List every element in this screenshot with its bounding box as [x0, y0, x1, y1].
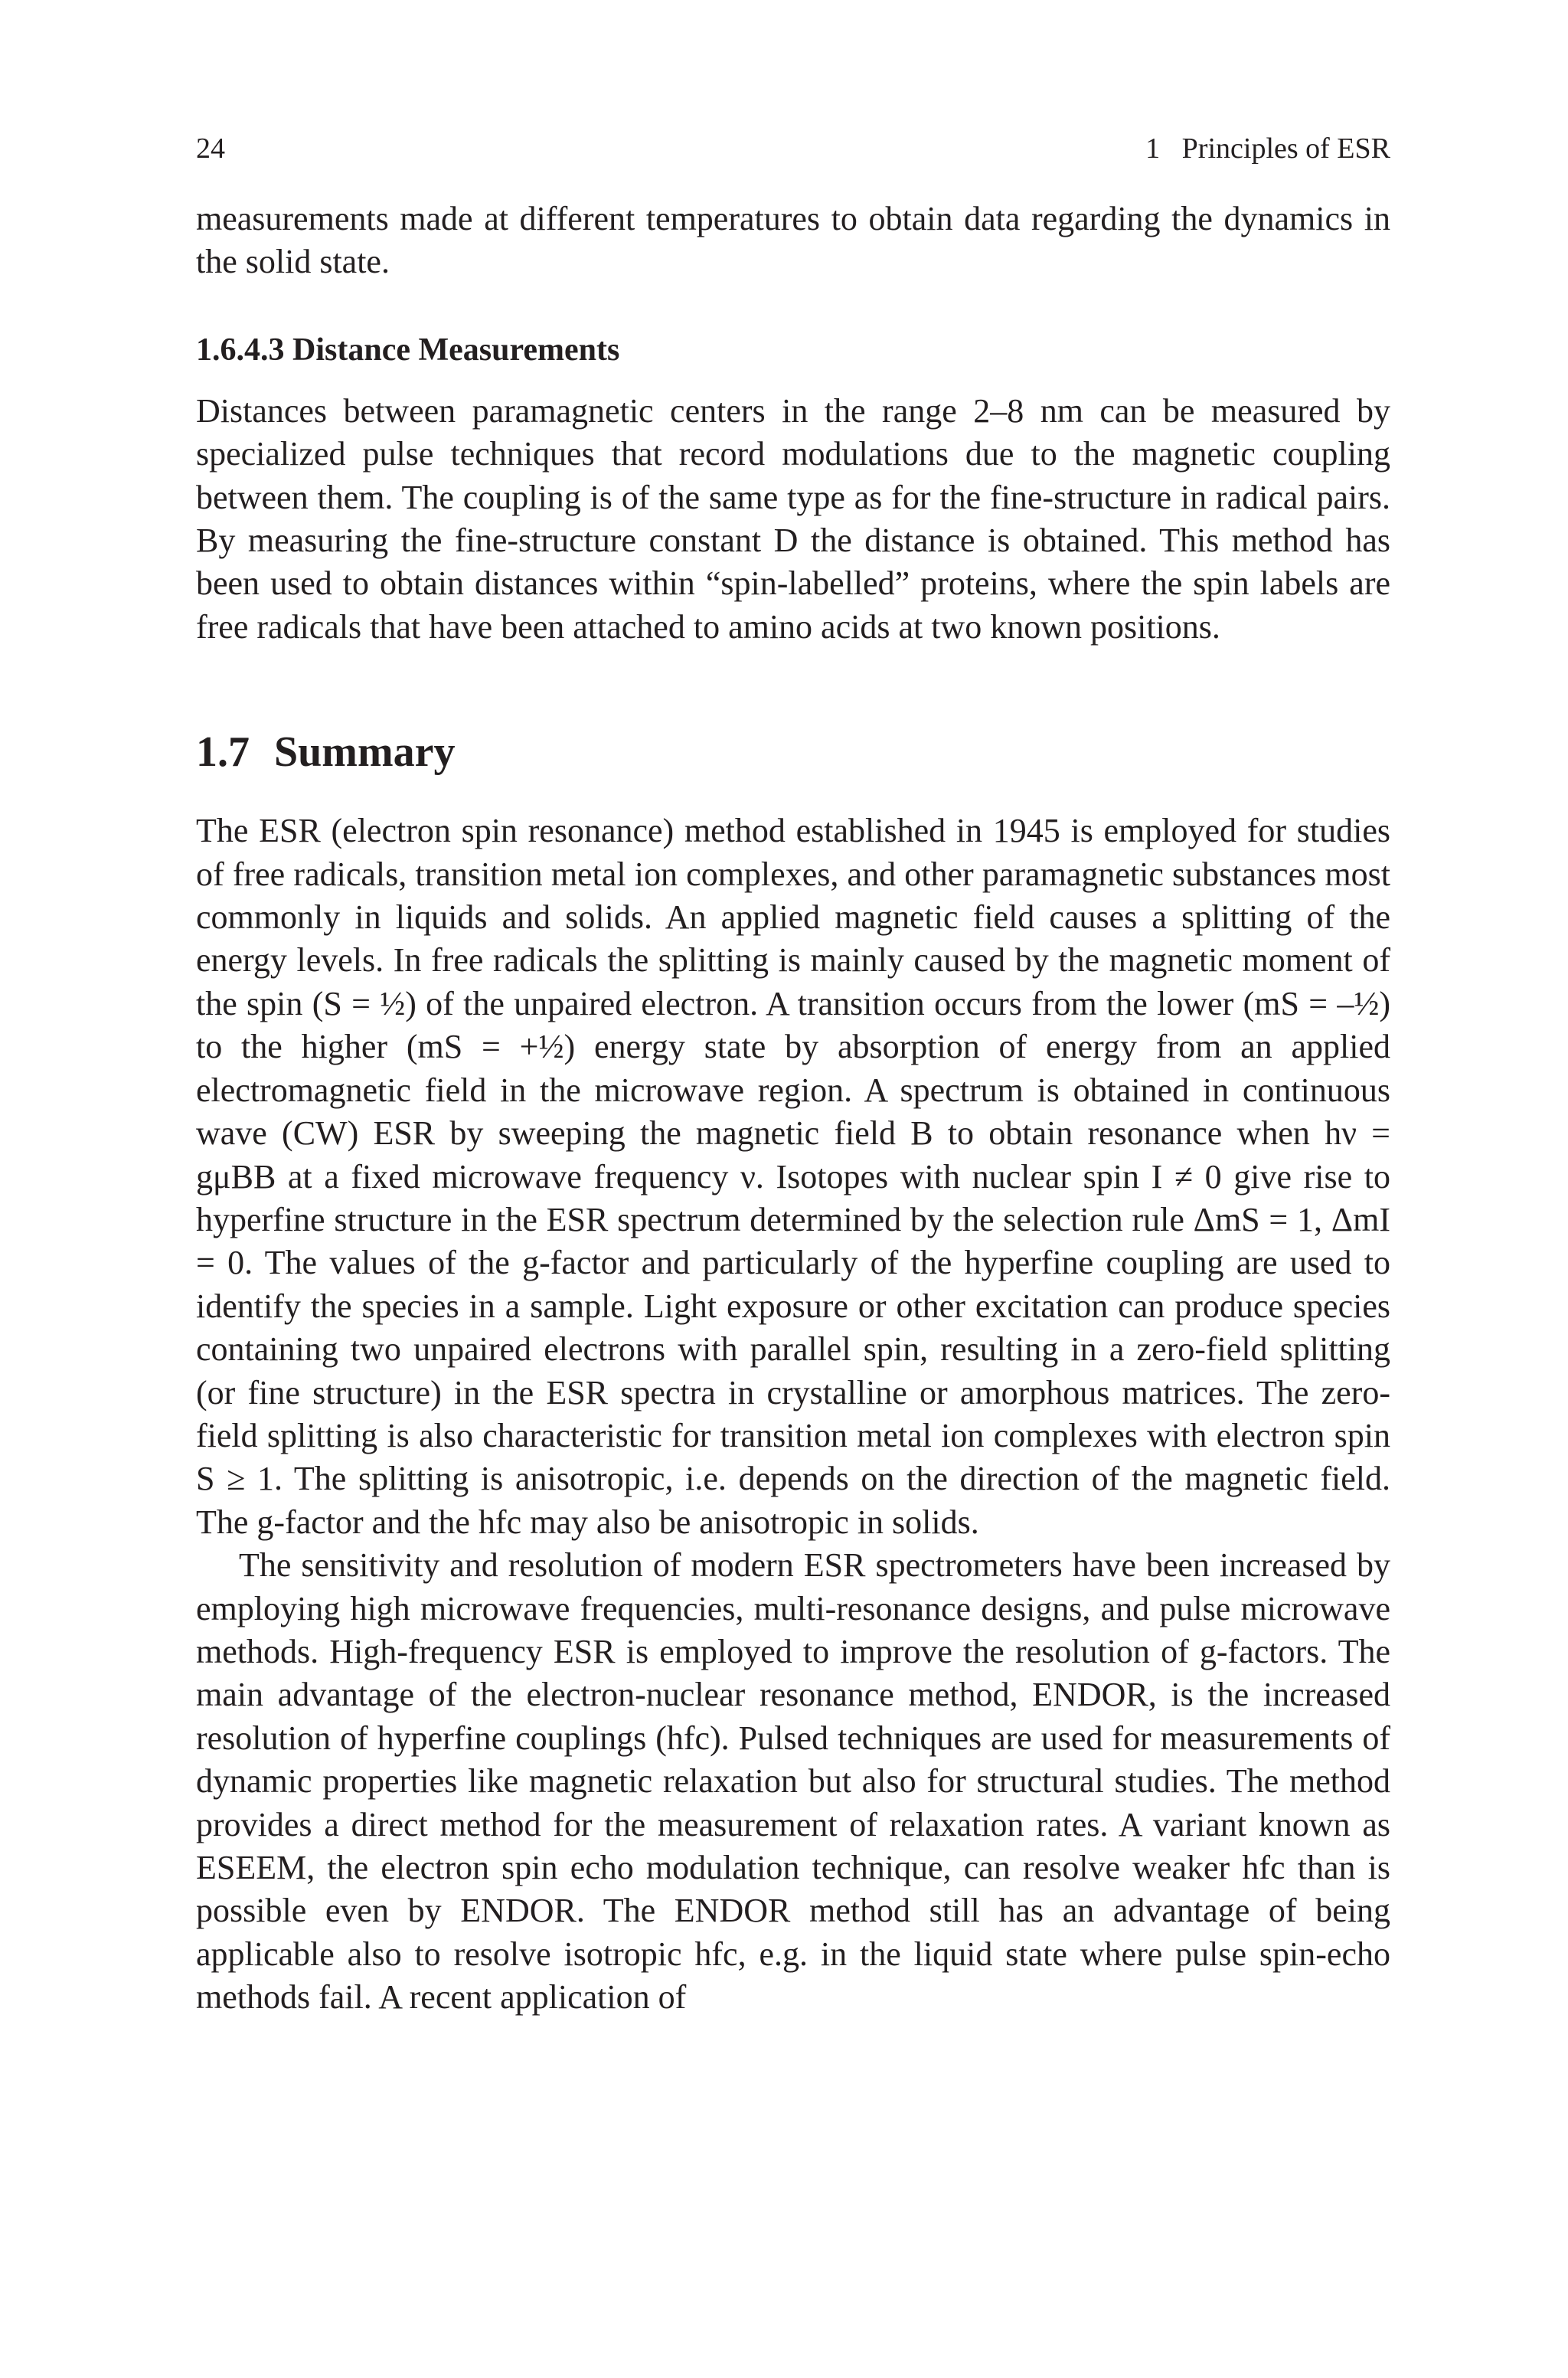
- subsection-title: Distance Measurements: [292, 332, 620, 368]
- distance-measurements-paragraph: Distances between paramagnetic centers in the range 2–8 nm can be measured by specialized pulse techniques that record modulations due to the magnetic coupling between them. The coupling is of the same type as for the fine-structure in radical pairs. By measuring the fine-structure constant D the distance is obtained. This method has been used to obtain distances within “spin-labelled” proteins, where the spin labels are free radicals that have been attached to amino acids at two known positions.: [196, 391, 1390, 646]
- subsection-heading: [196, 330, 1390, 370]
- section-title: Summary: [274, 728, 456, 777]
- section-heading: [196, 727, 1390, 777]
- summary-paragraph-2: The sensitivity and resolution of modern ESR spectrometers have been increased by employing high microwave frequencies, multi-resonance designs, and pulse microwave methods. High-frequency ESR is employed to improve the resolution of g-factors. The main advantage of the electron-nuclear resonance method, ENDOR, is the increased resolution of hyperfine couplings (hfc). Pulsed techniques are used for measurements of dynamic properties like magnetic relaxation but also for structural studies. The method provides a direct method for the measurement of relaxation rates. A variant known as ESEEM, the electron spin echo modulation technique, can resolve weaker hfc than is possible even by ENDOR. The ENDOR method still has an advantage of being applicable also to resolve isotropic hfc, e.g. in the liquid state where pulse spin-echo methods fail. A recent application of: [196, 1546, 1390, 2017]
- chapter-title: 1 Principles of ESR: [1145, 132, 1390, 165]
- book-page: [196, 130, 1390, 2020]
- section-number: 1.7: [196, 728, 250, 777]
- continuation-paragraph: measurements made at different temperatures to obtain data regarding the dynamics in the solid state.: [196, 200, 1390, 281]
- running-head: [196, 130, 1390, 167]
- page-number: 24: [196, 132, 225, 165]
- summary-paragraph-1: The ESR (electron spin resonance) method established in 1945 is employed for studies of free radicals, transition metal ion complexes, and other paramagnetic substances most commonly in liquids and solids. An applied magnetic field causes a splitting of the energy levels. In free radicals the splitting is mainly caused by the magnetic moment of the spin (S = ½) of the unpaired electron. A transition occurs from the lower (mS = –½) to the higher (mS = +½) energy state by absorption of energy from an applied electromagnetic field in the microwave region. A spectrum is obtained in continuous wave (CW) ESR by sweeping the magnetic field B to obtain resonance when hν = gμBB at a fixed microwave frequency ν. Isotopes with nuclear spin I ≠ 0 give rise to hyperfine structure in the ESR spectrum determined by the selection rule ΔmS = 1, ΔmI = 0. The values of the g-factor and particularly of the hyperfine coupling are used to identify the species in a sample. Light exposure or other excitation can produce species containing two unpaired electrons with parallel spin, resulting in a zero-field splitting (or fine structure) in the ESR spectra in crystalline or amorphous matrices. The zero-field splitting is also characteristic for transition metal ion complexes with electron spin S ≥ 1. The splitting is anisotropic, i.e. depends on the direction of the magnetic field. The g-factor and the hfc may also be anisotropic in solids.: [196, 812, 1390, 1541]
- subsection-number: 1.6.4.3: [196, 332, 285, 368]
